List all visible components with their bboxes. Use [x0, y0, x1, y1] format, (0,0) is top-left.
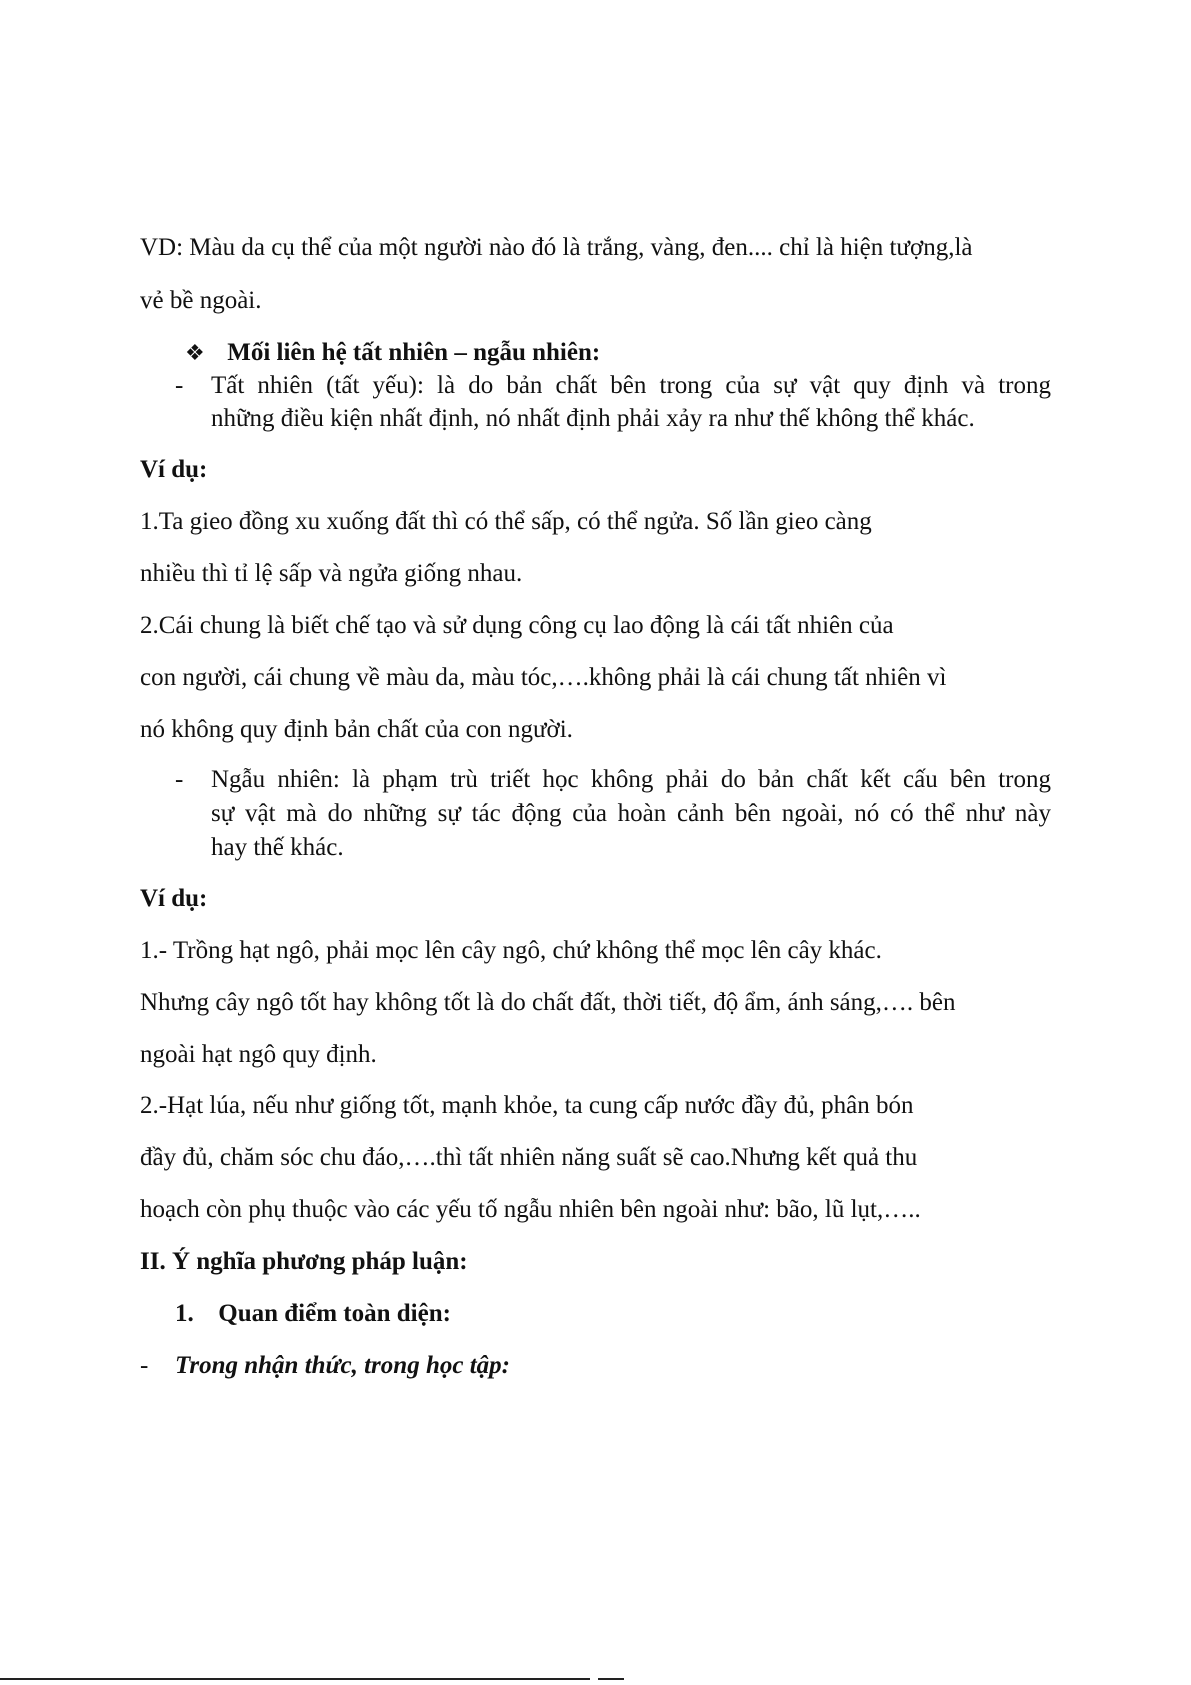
- intro-line-2: vẻ bề ngoài.: [140, 287, 262, 314]
- subitem-dash: -: [140, 1352, 149, 1379]
- example1-item2-line3: nó không quy định bản chất của con người.: [140, 716, 573, 743]
- example2-item2-line2: đầy đủ, chăm sóc chu đáo,….thì tất nhiên năng suất sẽ cao.Nhưng kết quả thu: [140, 1144, 918, 1171]
- example2-item1-line2: Nhưng cây ngô tốt hay không tốt là do chất đất, thời tiết, độ ẩm, ánh sáng,…. bên: [140, 989, 956, 1016]
- subitem-text: Trong nhận thức, trong học tập:: [175, 1352, 510, 1379]
- example1-item2-line1: 2.Cái chung là biết chế tạo và sử dụng công cụ lao động là cái tất nhiên của: [140, 612, 894, 639]
- chance-line-2: sự vật mà do những sự tác động của hoàn cảnh bên ngoài, nó có thể như này: [211, 800, 1051, 827]
- chance-line-3: hay thế khác.: [211, 834, 344, 861]
- example1-item1-line1: 1.Ta gieo đồng xu xuống đất thì có thể sấp, có thể ngửa. Số lần gieo càng: [140, 508, 872, 535]
- section-heading: [185, 338, 600, 369]
- necessity-dash: -: [175, 372, 184, 399]
- part2-heading: II. Ý nghĩa phương pháp luận:: [140, 1248, 468, 1275]
- example2-item2-line1: 2.-Hạt lúa, nếu như giống tốt, mạnh khỏe, ta cung cấp nước đầy đủ, phân bón: [140, 1092, 914, 1119]
- subheading-1-number: 1.: [175, 1300, 194, 1327]
- example1-item2-line2: con người, cái chung về màu da, màu tóc,….không phải là cái chung tất nhiên vì: [140, 664, 947, 691]
- page-bottom-rule-segment: [598, 1678, 624, 1680]
- subheading-1-text: Quan điểm toàn diện:: [218, 1300, 451, 1327]
- example2-item2-line3: hoạch còn phụ thuộc vào các yếu tố ngẫu nhiên bên ngoài như: bão, lũ lụt,…..: [140, 1196, 921, 1223]
- section-heading-text: Mối liên hệ tất nhiên – ngẫu nhiên:: [227, 339, 601, 366]
- necessity-line-2: những điều kiện nhất định, nó nhất định phải xảy ra như thế không thể khác.: [211, 405, 975, 432]
- example1-item1-line2: nhiều thì tỉ lệ sấp và ngửa giống nhau.: [140, 560, 523, 587]
- example1-label: Ví dụ:: [140, 456, 208, 483]
- necessity-line-1: Tất nhiên (tất yếu): là do bản chất bên trong của sự vật quy định và trong: [211, 372, 1051, 399]
- diamond-bullet-icon: ❖: [185, 341, 205, 366]
- intro-line-1: VD: Màu da cụ thể của một người nào đó là trắng, vàng, đen.... chỉ là hiện tượng,là: [140, 234, 973, 261]
- chance-dash: -: [175, 766, 184, 793]
- page-bottom-rule: [0, 1678, 590, 1680]
- subheading-1: [175, 1299, 451, 1329]
- example2-item1-line1: 1.- Trồng hạt ngô, phải mọc lên cây ngô, chứ không thể mọc lên cây khác.: [140, 937, 882, 964]
- chance-line-1: Ngẫu nhiên: là phạm trù triết học không phải do bản chất kết cấu bên trong: [211, 766, 1051, 793]
- example2-label: Ví dụ:: [140, 885, 208, 912]
- example2-item1-line3: ngoài hạt ngô quy định.: [140, 1041, 377, 1068]
